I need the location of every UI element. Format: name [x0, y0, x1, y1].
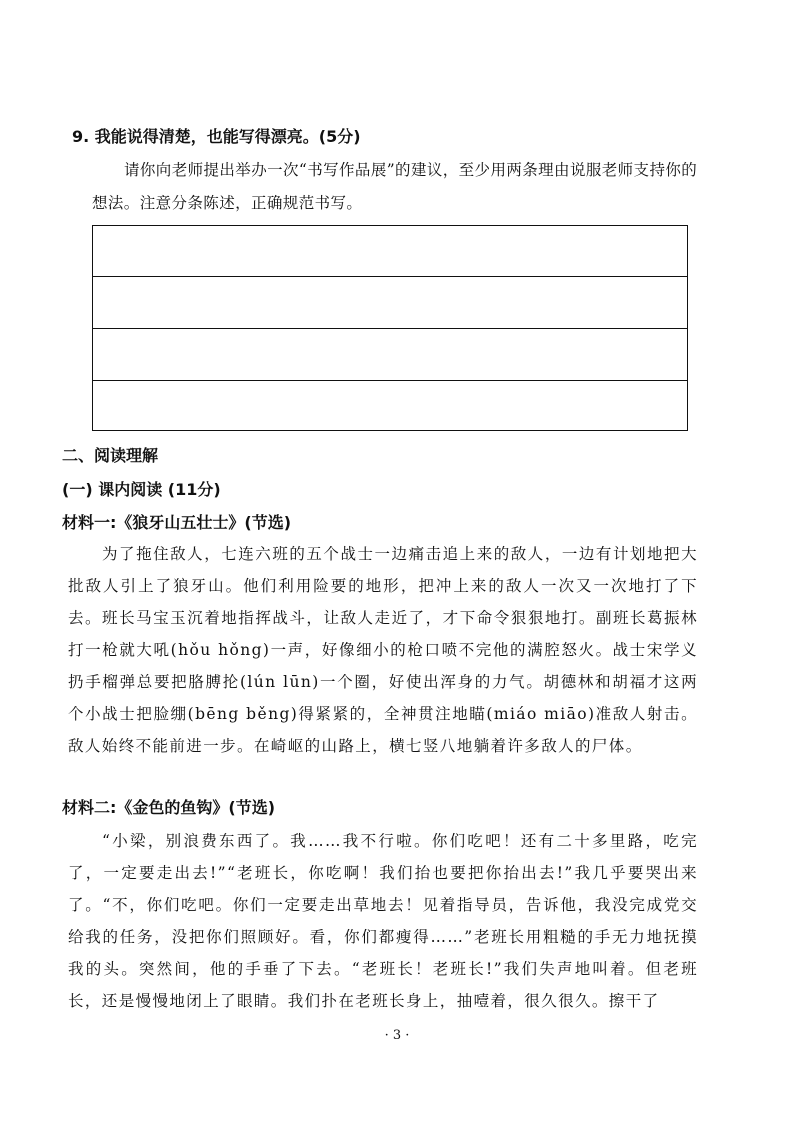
writing-line — [93, 276, 687, 277]
writing-line — [93, 328, 687, 329]
material-2-text: “小梁，别浪费东西了。我……我不行啦。你们吃吧！还有二十多里路，吃完了，一定要走出去!”“老班长，你吃啊！我们抬也要把你抬出去!”我几乎要哭出来了。“不，你们吃吧。你们一定要走出草地去！见着指导员，告诉他，我没完成党交给我的任务，没把你们照顾好。看，你们都瘦得……”老班长用粗糙的手无力地抚摸我的头。突然间，他的手垂了下去。“老班长！老班长!”我们失声地叫着。但老班长，还是慢慢地闭上了眼睛。我们扑在老班长身上，抽噎着，很久很久。擦干了 — [68, 832, 698, 1010]
material-1-text: 为了拖住敌人，七连六班的五个战士一边痛击追上来的敌人，一边有计划地把大批敌人引上了狼牙山。他们利用险要的地形，把冲上来的敌人一次又一次地打了下去。班长马宝玉沉着地指挥战斗，让敌人走近了，才下命令狠狠地打。副班长葛振林打一枪就大吼(hǒu hǒng)一声，好像细小的枪口喷不完他的满腔怒火。战士宋学义扔手榴弹总要把胳膊抡(lún lūn)一个圈，好使出浑身的力气。胡德林和胡福才这两个小战士把脸绷(bēng běng)得紧紧的，全神贯注地瞄(miáo miāo)准敌人射击。敌人始终不能前进一步。在崎岖的山路上，横七竖八地躺着许多敌人的尸体。 — [68, 545, 698, 755]
answer-writing-box[interactable] — [92, 225, 688, 431]
question-9-prompt: 请你向老师提出举办一次“书写作品展”的建议，至少用两条理由说服老师支持你的想法。注意分条陈述，正确规范书写。 — [92, 161, 698, 212]
material-2-title: 材料二:《金色的鱼钩》(节选) — [62, 798, 276, 817]
sub-section-heading: (一) 课内阅读 (11分) — [62, 480, 221, 499]
section-heading: 二、阅读理解 — [62, 446, 159, 465]
question-9-title: 9. 我能说得清楚，也能写得漂亮。(5分) — [72, 127, 361, 146]
page-number: · 3 · — [384, 1028, 410, 1043]
material-1-title: 材料一:《狼牙山五壮士》(节选) — [62, 513, 292, 532]
writing-line — [93, 380, 687, 381]
